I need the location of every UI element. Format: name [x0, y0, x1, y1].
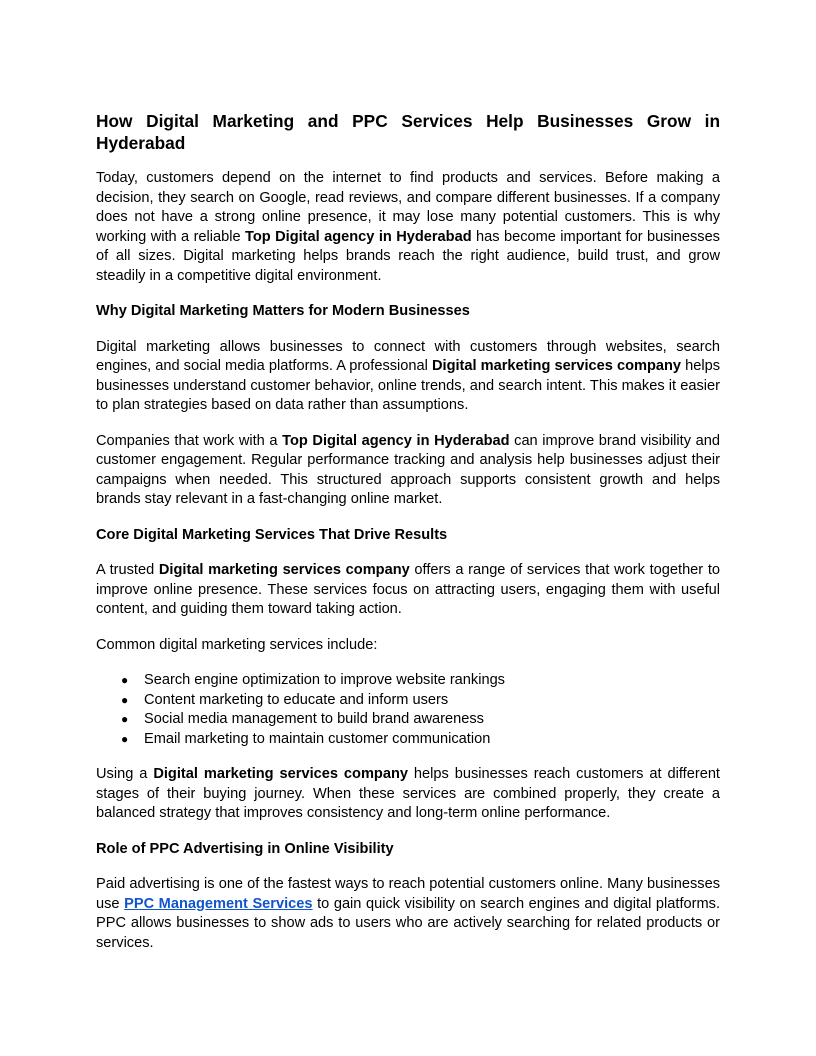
text-run: Today, customers depend on the internet to find products and services. Before making a decision, they search on Google, read reviews, and compare different businesses. If a company does not have a strong online presence, it may lose many potential customers. This is why working with a reliable — [96, 170, 720, 245]
text-run: to gain quick visibility on search engines and digital platforms. PPC allows businesses to show ads to users who are actively searching for related products or services. — [96, 895, 721, 951]
document-title: How Digital Marketing and PPC Services Help Businesses Grow in Hyderabad — [96, 111, 720, 153]
list-item — [121, 710, 720, 730]
text-run: Using a — [96, 766, 154, 782]
section-heading-why: Why Digital Marketing Matters for Modern Businesses — [96, 303, 470, 319]
list-item-text: Search engine optimization to improve website rankings — [144, 672, 505, 688]
bold-keyword: Top Digital agency in Hyderabad — [282, 432, 510, 449]
text-run: A trusted — [96, 562, 159, 578]
section-heading-ppc: Role of PPC Advertising in Online Visibility — [96, 840, 394, 857]
text-run: offers a range of services that work together to improve online presence. These services focus on attracting users, engaging them with useful content, and guiding them toward taking action. — [96, 562, 721, 617]
bullet-icon: ● — [121, 692, 129, 707]
text-run: helps businesses reach customers at different stages of their buying journey. When these services are combined properly, they create a balanced strategy that improves consistency and long-term online performance. — [96, 766, 720, 821]
bold-keyword: Digital marketing services company — [153, 766, 408, 782]
text-run: helps businesses understand customer behavior, online trends, and search intent. This makes it easier to plan strategies based on data rather than assumptions. — [96, 358, 720, 413]
list-item — [121, 671, 720, 691]
bold-keyword: Top Digital agency in Hyderabad — [245, 228, 472, 245]
list-intro: Common digital marketing services include: — [96, 636, 378, 653]
list-item — [121, 691, 720, 711]
text-run: Companies that work with a — [96, 432, 283, 449]
section1-paragraph-1 — [96, 338, 720, 416]
section2-paragraph-2 — [96, 765, 720, 824]
section3-paragraph-1 — [96, 875, 720, 953]
text-run: has become important for businesses of all sizes. Digital marketing helps brands reach the right audience, build trust, and grow steadily in a competitive digital environment. — [96, 228, 720, 284]
bold-keyword: Digital marketing services company — [431, 358, 682, 374]
section2-paragraph-1 — [96, 561, 720, 620]
bullet-icon: ● — [121, 731, 129, 746]
intro-paragraph — [96, 169, 720, 286]
section1-paragraph-2 — [96, 432, 720, 510]
list-item-text: Email marketing to maintain customer communication — [144, 730, 491, 747]
bullet-icon: ● — [121, 673, 129, 687]
list-item-text: Content marketing to educate and inform users — [144, 691, 449, 708]
document-page — [96, 110, 720, 969]
bullet-icon: ● — [121, 712, 129, 726]
list-item-text: Social media management to build brand awareness — [144, 711, 484, 727]
section-heading-core-services: Core Digital Marketing Services That Drive Results — [96, 526, 448, 543]
list-item — [121, 730, 720, 750]
text-run: Digital marketing allows businesses to connect with customers through websites, search engines, and social media platforms. A professional — [96, 338, 720, 374]
ppc-management-services-link[interactable]: PPC Management Services — [124, 895, 313, 912]
text-run: can improve brand visibility and customer engagement. Regular performance tracking and analysis help businesses adjust their campaigns when needed. This structured approach supports consistent growth and helps brands stay relevant in a fast-changing online market. — [96, 432, 720, 507]
services-list — [96, 671, 720, 749]
text-run: Paid advertising is one of the fastest ways to reach potential customers online. Many businesses use — [96, 876, 720, 912]
bold-keyword: Digital marketing services company — [158, 562, 410, 578]
